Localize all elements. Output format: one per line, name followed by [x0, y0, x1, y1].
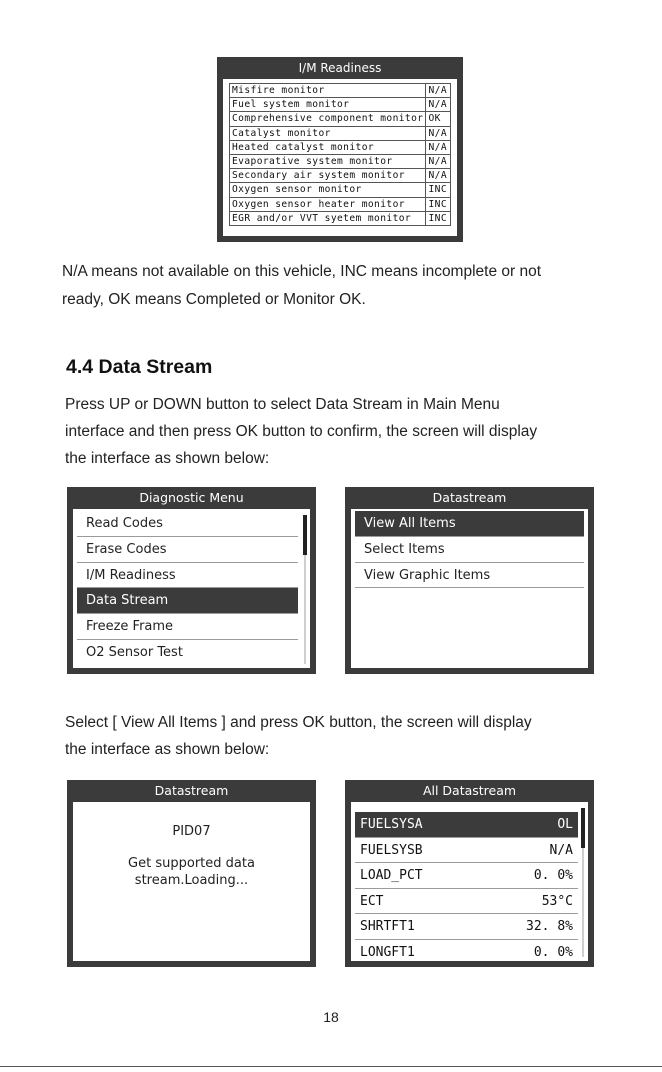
menu-item-freeze-frame[interactable]: Freeze Frame: [77, 614, 298, 640]
diagnostic-menu-screen: [67, 487, 316, 674]
legend-line-1: N/A means not available on this vehicle, INC means incomplete or not: [62, 263, 542, 280]
table-row: [230, 154, 451, 168]
intro-line-2: interface and then press OK button to confirm, the screen will display: [65, 423, 538, 440]
monitor-name: EGR and/or VVT syetem monitor: [230, 211, 426, 225]
diagnostic-menu-list: [77, 511, 298, 666]
monitor-status: INC: [426, 183, 451, 197]
menu-item-erase-codes[interactable]: Erase Codes: [77, 537, 298, 563]
monitor-status: N/A: [426, 126, 451, 140]
pid-value: 0. 0%: [533, 944, 573, 960]
monitor-status: N/A: [426, 140, 451, 154]
table-row: [230, 98, 451, 112]
pid-name: FUELSYSB: [360, 842, 423, 858]
diagnostic-menu-panel: [73, 509, 310, 668]
monitor-status: N/A: [426, 84, 451, 98]
menu-item-view-graphic-items[interactable]: View Graphic Items: [355, 563, 584, 589]
intro-line-1: Press UP or DOWN button to select Data Stream in Main Menu: [65, 396, 500, 413]
monitor-status: N/A: [426, 169, 451, 183]
pid-value: 0. 0%: [533, 868, 573, 884]
monitor-name: Oxygen sensor heater monitor: [230, 197, 426, 211]
im-readiness-screen: [217, 57, 463, 242]
table-row: [230, 84, 451, 98]
legend-line-2: ready, OK means Completed or Monitor OK.: [62, 291, 366, 308]
pid-name: SHRTFT1: [360, 919, 415, 935]
monitor-status: N/A: [426, 98, 451, 112]
list-item[interactable]: [355, 914, 578, 940]
monitor-name: Evaporative system monitor: [230, 154, 426, 168]
list-item[interactable]: [355, 838, 578, 864]
monitor-status: INC: [426, 197, 451, 211]
datastream-menu-panel: [351, 509, 588, 668]
table-row: [230, 197, 451, 211]
table-row: [230, 169, 451, 183]
table-row: [230, 126, 451, 140]
all-datastream-title: All Datastream: [422, 783, 517, 798]
menu-item-data-stream[interactable]: Data Stream: [77, 588, 298, 614]
menu-item-read-codes[interactable]: Read Codes: [77, 511, 298, 537]
loading-pid: PID07: [172, 824, 211, 839]
im-readiness-table: [229, 83, 451, 226]
monitor-name: Oxygen sensor monitor: [230, 183, 426, 197]
pid-value: 53°C: [541, 893, 573, 909]
scroll-thumb[interactable]: [581, 808, 585, 848]
datastream-loading-screen: [67, 780, 316, 967]
pid-name: FUELSYSA: [360, 817, 423, 832]
select-line-1: Select [ View All Items ] and press OK button, the screen will display: [65, 714, 532, 731]
select-line-2: the interface as shown below:: [65, 741, 270, 758]
monitor-name: Misfire monitor: [230, 84, 426, 98]
table-row: [230, 211, 451, 225]
table-row: [230, 183, 451, 197]
bottom-rule: [0, 1066, 662, 1067]
monitor-name: Catalyst monitor: [230, 126, 426, 140]
pid-name: LONGFT1: [360, 944, 415, 960]
pid-value: N/A: [549, 842, 573, 858]
intro-line-3: the interface as shown below:: [65, 450, 270, 467]
scrollbar[interactable]: [582, 808, 584, 957]
pid-name: LOAD_PCT: [360, 868, 423, 884]
im-readiness-panel: [223, 79, 457, 236]
menu-item-view-all-items[interactable]: View All Items: [355, 511, 584, 537]
monitor-status: N/A: [426, 154, 451, 168]
loading-screen-title: Datastream: [154, 783, 229, 798]
monitor-name: Heated catalyst monitor: [230, 140, 426, 154]
table-row: [230, 112, 451, 126]
list-item[interactable]: [355, 889, 578, 915]
list-item[interactable]: [355, 940, 578, 966]
monitor-name: Comprehensive component monitor: [230, 112, 426, 126]
pid-name: ECT: [360, 893, 384, 909]
loading-screen-panel: [73, 802, 310, 961]
menu-item-select-items[interactable]: Select Items: [355, 537, 584, 563]
datastream-menu-title: Datastream: [432, 490, 507, 505]
menu-item-o2-sensor-test[interactable]: O2 Sensor Test: [86, 644, 183, 660]
table-row: [230, 140, 451, 154]
diagnostic-menu-title: Diagnostic Menu: [139, 490, 244, 505]
list-item[interactable]: [355, 863, 578, 889]
monitor-name: Fuel system monitor: [230, 98, 426, 112]
pid-value: OL: [557, 817, 573, 832]
datastream-list: [355, 812, 578, 966]
page-number: 18: [323, 1009, 339, 1025]
monitor-status: INC: [426, 211, 451, 225]
list-item[interactable]: [355, 812, 578, 838]
pid-value: 32. 8%: [526, 919, 573, 935]
monitor-name: Secondary air system monitor: [230, 169, 426, 183]
section-heading: 4.4 Data Stream: [66, 356, 213, 378]
im-readiness-title: I/M Readiness: [298, 61, 382, 75]
all-datastream-panel: [351, 802, 588, 961]
menu-item-im-readiness[interactable]: I/M Readiness: [77, 563, 298, 589]
monitor-status: OK: [426, 112, 451, 126]
datastream-menu-screen: [345, 487, 594, 674]
loading-message-line-2: stream.Loading...: [134, 873, 249, 888]
scroll-thumb[interactable]: [303, 515, 307, 555]
scrollbar[interactable]: [304, 515, 306, 664]
datastream-menu-list: [355, 511, 584, 588]
loading-message-line-1: Get supported data: [128, 856, 255, 871]
all-datastream-screen: [345, 780, 594, 967]
